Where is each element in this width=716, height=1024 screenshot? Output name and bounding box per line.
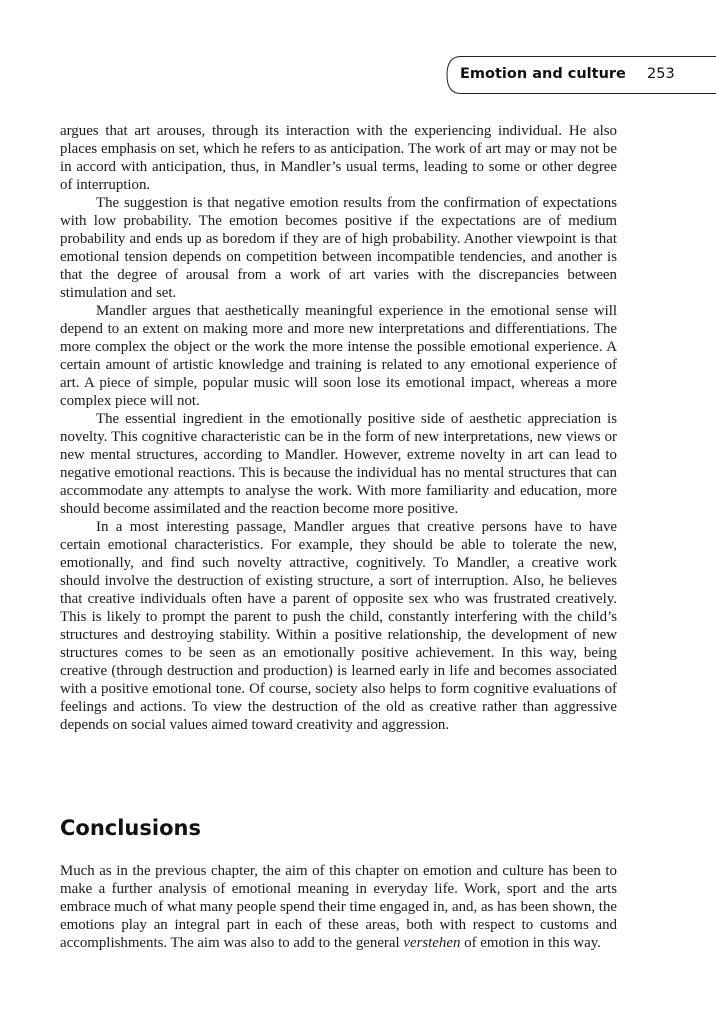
conclusion-text-part: of emotion in this way. <box>460 935 601 951</box>
running-title: Emotion and culture <box>460 66 626 82</box>
page-number: 253 <box>647 66 675 82</box>
conclusion-paragraph <box>60 862 617 952</box>
section-heading: Conclusions <box>60 816 201 840</box>
paragraph: The essential ingredient in the emotionally positive side of aesthetic appreciation is novelty. This cognitive characteristic can be in the form of new interpretations, new views or new mental structures, according to Mandler. However, extreme novelty in art can lead to negative emotional reactions. This is because the individual has no mental structures that can accommodate any attempts to analyse the work. With more familiarity and education, more should become assimilated and the reaction become more positive. <box>60 411 617 517</box>
italic-term: verstehen <box>403 935 461 951</box>
paragraph: The suggestion is that negative emotion results from the confirmation of expectations with low probability. The emotion becomes positive if the expectations are of medium probability and ends up as boredom if they are of high probability. Another viewpoint is that emotional tension depends on competition between incompatible tendencies, and another is that the degree of arousal from a work of art varies with the discrepancies between stimulation and set. <box>60 195 617 301</box>
conclusion-text-part: Much as in the previous chapter, the aim of this chapter on emotion and culture has been to make a further analysis of emotional meaning in everyday life. Work, sport and the arts embrace much of what many people spend their time engaged in, and, as has been shown, the emotions play an integral part in each of these areas, both with respect to customs and accomplishments. The aim was also to add to the general <box>60 863 617 951</box>
body-text <box>60 122 617 734</box>
conclusion-section <box>60 862 617 952</box>
paragraph: argues that art arouses, through its interaction with the experiencing individual. He also places emphasis on set, which he refers to as anticipation. The work of art may or may not be in accord with anticipation, thus, in Mandler’s usual terms, leading to some or other degree of interruption. <box>60 123 617 193</box>
paragraph: In a most interesting passage, Mandler argues that creative persons have to have certain emotional characteristics. For example, they should be able to tolerate the new, emotionally, and find such novelty attractive, cognitively. To Mandler, a creative work should involve the destruction of existing structure, a sort of interruption. Also, he believes that creative individuals often have a parent of opposite sex who was frustrated creatively. This is likely to prompt the parent to push the child, constantly interfering with the child’s structures and destroying stability. Within a positive relationship, the development of new structures comes to be seen as an emotionally positive achievement. In this way, being creative (through destruction and production) is learned early in life and becomes associated with a positive emotional tone. Of course, society also helps to form cognitive evaluations of feelings and actions. To view the destruction of the old as creative rather than aggressive depends on social values aimed toward creativity and aggression. <box>60 519 617 733</box>
paragraph: Mandler argues that aesthetically meaningful experience in the emotional sense will depend to an extent on making more and more new interpretations and differentiations. The more complex the object or the work the more intense the possible emotional experience. A certain amount of artistic knowledge and training is related to any emotional experience of art. A piece of simple, popular music will soon lose its emotional impact, whereas a more complex piece will not. <box>60 303 617 409</box>
running-head <box>446 56 716 94</box>
